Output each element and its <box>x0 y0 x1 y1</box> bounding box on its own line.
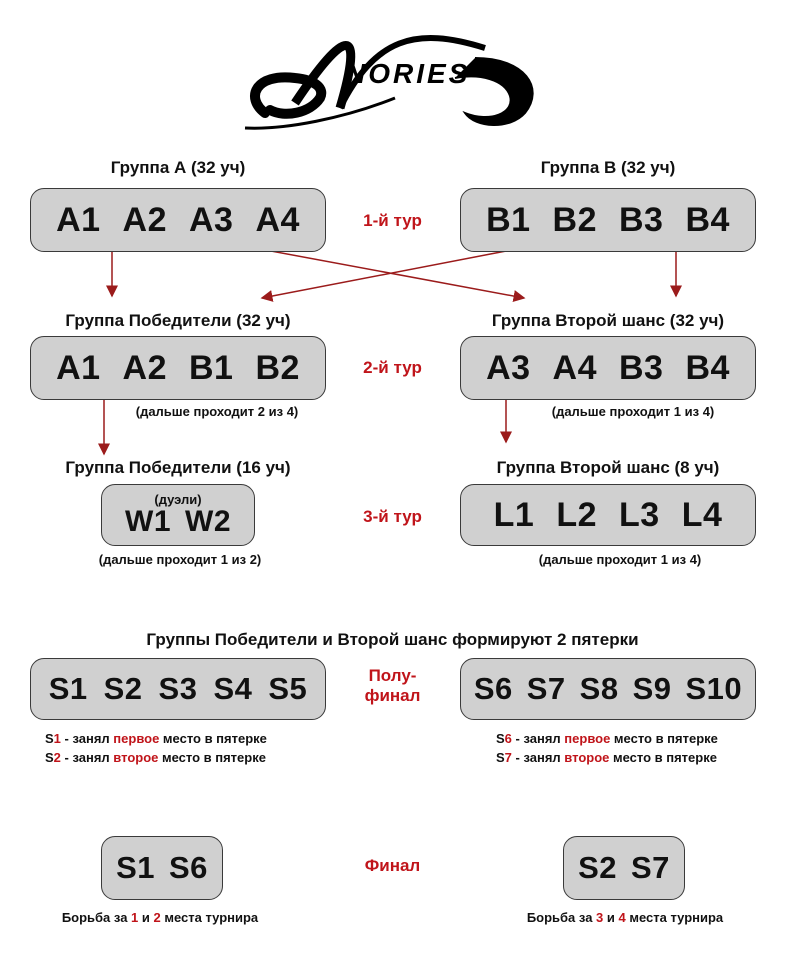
final-left-box <box>101 836 223 900</box>
token-b4: B4 <box>685 200 730 239</box>
semifinal-label <box>330 666 455 706</box>
token-s-a3: A3 <box>486 348 531 387</box>
semifinal-label-line1: Полу- <box>368 666 417 685</box>
token-s-a4: A4 <box>552 348 597 387</box>
winners-16-note: (дальше проходит 1 из 2) <box>98 552 262 567</box>
token-s10: S10 <box>685 671 743 706</box>
round-1-label: 1-й тур <box>363 211 422 230</box>
token-final-s6: S6 <box>169 850 208 885</box>
token-s9: S9 <box>632 671 672 706</box>
token-l4: L4 <box>681 495 723 534</box>
arrow-b12-winners <box>262 246 532 298</box>
token-s5: S5 <box>268 671 308 706</box>
token-s7: S7 <box>526 671 566 706</box>
token-b2: B2 <box>552 200 597 239</box>
semifinal-right-note-2: S7 - занял второе место в пятерке <box>496 750 717 765</box>
token-s4: S4 <box>213 671 253 706</box>
final-left-note: Борьба за 1 и 2 места турнира <box>61 910 259 925</box>
token-l2: L2 <box>556 495 597 534</box>
winners-16-box <box>101 484 255 546</box>
token-w2: W2 <box>185 504 231 538</box>
token-s1: S1 <box>48 671 88 706</box>
semifinal-label-line2: финал <box>364 686 421 705</box>
logo-wordmark: NORIES <box>345 58 471 89</box>
group-a-title: Группа А (32 уч) <box>110 158 246 177</box>
second-32-title: Группа Второй шанс (32 уч) <box>491 311 725 330</box>
token-s3: S3 <box>158 671 198 706</box>
group-b-title: Группа В (32 уч) <box>540 158 676 177</box>
winners-32-title: Группа Победители (32 уч) <box>65 311 291 330</box>
round-2-label: 2-й тур <box>363 358 422 377</box>
arrow-a34-second <box>244 246 524 298</box>
group-a-box <box>30 188 326 252</box>
token-s-b4: B4 <box>685 348 730 387</box>
token-a3: A3 <box>189 200 234 239</box>
token-final-s1: S1 <box>116 850 155 885</box>
final-right-note: Борьба за 3 и 4 места турнира <box>526 910 724 925</box>
second-8-box <box>460 484 756 546</box>
second-8-note: (дальше проходит 1 из 4) <box>538 552 702 567</box>
semifinal-left-box <box>30 658 326 720</box>
token-a1: A1 <box>56 200 101 239</box>
final-label: Финал <box>364 856 421 875</box>
winners-16-title: Группа Победители (16 уч) <box>65 458 291 477</box>
token-w-b1: B1 <box>189 348 234 387</box>
token-s2: S2 <box>103 671 143 706</box>
token-w1: W1 <box>125 504 171 538</box>
token-a2: A2 <box>122 200 167 239</box>
semifinal-left-note-1: S1 - занял первое место в пятерке <box>45 731 267 746</box>
round-3-label: 3-й тур <box>363 507 422 526</box>
token-b1: B1 <box>486 200 531 239</box>
token-s6: S6 <box>473 671 513 706</box>
token-l3: L3 <box>619 495 660 534</box>
token-w-a1: A1 <box>56 348 101 387</box>
semifinal-heading: Группы Победители и Второй шанс формируют 2 пятерки <box>146 630 639 649</box>
second-32-box <box>460 336 756 400</box>
second-8-title: Группа Второй шанс (8 уч) <box>496 458 720 477</box>
group-b-box <box>460 188 756 252</box>
token-a4: A4 <box>255 200 300 239</box>
final-right-box <box>563 836 685 900</box>
token-b3: B3 <box>619 200 664 239</box>
second-32-note: (дальше проходит 1 из 4) <box>551 404 715 419</box>
semifinal-left-note-2: S2 - занял второе место в пятерке <box>45 750 266 765</box>
token-w-a2: A2 <box>122 348 167 387</box>
winners-32-note: (дальше проходит 2 из 4) <box>135 404 299 419</box>
token-l1: L1 <box>493 495 535 534</box>
token-final-s2: S2 <box>578 850 617 885</box>
semifinal-right-note-1: S6 - занял первое место в пятерке <box>496 731 718 746</box>
semifinal-right-box <box>460 658 756 720</box>
winners-32-box <box>30 336 326 400</box>
token-final-s7: S7 <box>631 850 670 885</box>
token-s8: S8 <box>579 671 619 706</box>
token-w-b2: B2 <box>255 348 300 387</box>
token-s-b3: B3 <box>619 348 664 387</box>
duel-label: (дуэли) <box>154 491 202 507</box>
